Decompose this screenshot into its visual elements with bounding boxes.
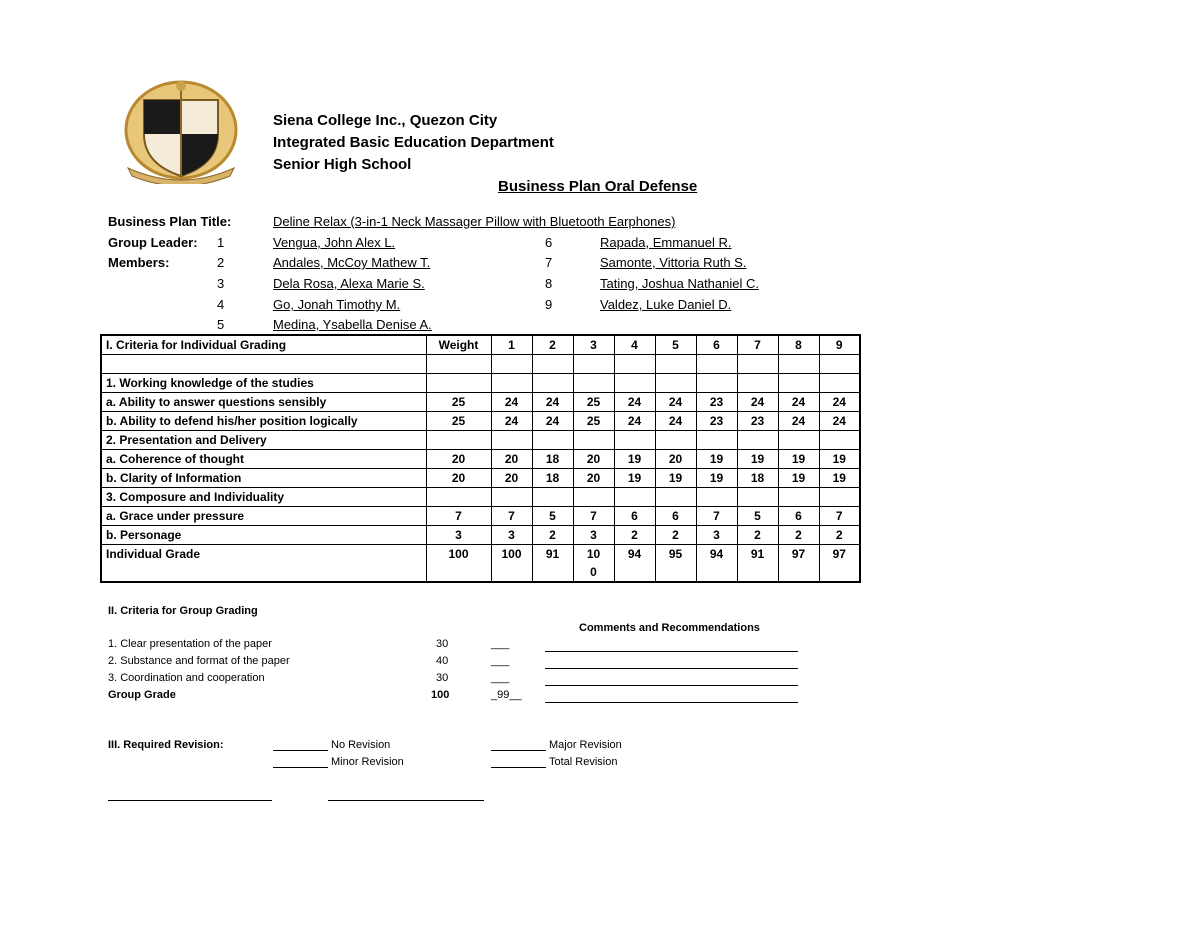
member-number: 3 bbox=[217, 276, 225, 291]
individual-grading-table bbox=[100, 334, 861, 583]
score-cell: 6 bbox=[778, 507, 819, 526]
header-cell: 3 bbox=[573, 335, 614, 355]
score-cell: 25 bbox=[573, 412, 614, 431]
department-name: Integrated Basic Education Department bbox=[273, 134, 554, 151]
score-cell: 5 bbox=[532, 507, 573, 526]
score-cell bbox=[491, 374, 532, 393]
comment-line bbox=[545, 651, 798, 652]
group-criterion-weight: 30 bbox=[436, 672, 449, 684]
score-cell: 24 bbox=[614, 393, 655, 412]
required-revision-title: III. Required Revision: bbox=[108, 739, 224, 751]
member-number: 9 bbox=[545, 297, 553, 312]
group-criterion-score: ___ bbox=[491, 672, 510, 684]
comment-line bbox=[545, 685, 798, 686]
header-cell: 9 bbox=[819, 335, 860, 355]
header-cell: 6 bbox=[696, 335, 737, 355]
score-cell bbox=[573, 488, 614, 507]
header-cell: 4 bbox=[614, 335, 655, 355]
header-cell-criteria: I. Criteria for Individual Grading bbox=[101, 335, 426, 355]
score-cell: 2 bbox=[614, 526, 655, 545]
criteria-cell: b. Clarity of Information bbox=[101, 469, 426, 488]
school-name: Siena College Inc., Quezon City bbox=[273, 112, 498, 129]
score-cell bbox=[737, 374, 778, 393]
checkbox-line[interactable] bbox=[491, 750, 546, 751]
score-cell bbox=[614, 374, 655, 393]
score-cell: 2 bbox=[737, 526, 778, 545]
revision-option-total: Total Revision bbox=[549, 756, 618, 768]
group-criterion-weight: 40 bbox=[436, 655, 449, 667]
document-title: Business Plan Oral Defense bbox=[498, 178, 698, 195]
table-row bbox=[101, 488, 860, 507]
score-cell bbox=[532, 488, 573, 507]
score-cell bbox=[532, 431, 573, 450]
group-criterion-label: 1. Clear presentation of the paper bbox=[108, 638, 272, 650]
score-cell: 97 bbox=[819, 545, 860, 583]
score-cell: 91 bbox=[532, 545, 573, 583]
score-cell bbox=[778, 374, 819, 393]
score-cell: 19 bbox=[614, 469, 655, 488]
score-cell bbox=[614, 431, 655, 450]
score-cell: 18 bbox=[532, 450, 573, 469]
checkbox-line[interactable] bbox=[491, 767, 546, 768]
score-cell: 20 bbox=[426, 469, 491, 488]
table-header-row bbox=[101, 335, 860, 355]
revision-option-minor: Minor Revision bbox=[331, 756, 404, 768]
header-cell: 8 bbox=[778, 335, 819, 355]
member-name: Medina, Ysabella Denise A. bbox=[273, 317, 432, 332]
score-cell: 19 bbox=[696, 450, 737, 469]
business-plan-title-value: Deline Relax (3-in-1 Neck Massager Pillow with Bluetooth Earphones) bbox=[273, 214, 676, 229]
school-seal-logo bbox=[120, 72, 242, 184]
score-cell: 94 bbox=[696, 545, 737, 583]
school-level: Senior High School bbox=[273, 156, 412, 173]
group-grade-weight: 100 bbox=[431, 689, 450, 701]
score-cell: 7 bbox=[696, 507, 737, 526]
member-name: Rapada, Emmanuel R. bbox=[600, 235, 732, 250]
score-cell: 3 bbox=[426, 526, 491, 545]
score-cell bbox=[426, 431, 491, 450]
group-criterion-label: 2. Substance and format of the paper bbox=[108, 655, 290, 667]
score-cell: 25 bbox=[426, 412, 491, 431]
score-cell: 19 bbox=[696, 469, 737, 488]
signature-line[interactable] bbox=[328, 800, 484, 801]
score-cell bbox=[426, 488, 491, 507]
member-number: 5 bbox=[217, 317, 225, 332]
score-cell bbox=[532, 355, 573, 374]
score-cell bbox=[778, 355, 819, 374]
criteria-cell: Individual Grade bbox=[101, 545, 426, 583]
score-cell bbox=[819, 355, 860, 374]
score-cell bbox=[491, 355, 532, 374]
score-cell: 23 bbox=[737, 412, 778, 431]
score-cell: 95 bbox=[655, 545, 696, 583]
score-cell: 10 0 bbox=[573, 545, 614, 583]
revision-option-no: No Revision bbox=[331, 739, 391, 751]
signature-line[interactable] bbox=[108, 800, 272, 801]
score-cell bbox=[696, 374, 737, 393]
score-cell: 91 bbox=[737, 545, 778, 583]
score-cell bbox=[426, 355, 491, 374]
member-name: Go, Jonah Timothy M. bbox=[273, 297, 401, 312]
score-cell bbox=[819, 431, 860, 450]
header-cell: 1 bbox=[491, 335, 532, 355]
score-cell: 94 bbox=[614, 545, 655, 583]
score-cell: 23 bbox=[696, 412, 737, 431]
criteria-cell: a. Ability to answer questions sensibly bbox=[101, 393, 426, 412]
score-cell: 20 bbox=[655, 450, 696, 469]
criteria-cell: 3. Composure and Individuality bbox=[101, 488, 426, 507]
score-cell: 19 bbox=[737, 450, 778, 469]
business-plan-title-label: Business Plan Title: bbox=[108, 214, 232, 229]
group-grade-score: _99__ bbox=[491, 689, 522, 701]
criteria-cell: a. Grace under pressure bbox=[101, 507, 426, 526]
group-grading-title: II. Criteria for Group Grading bbox=[108, 605, 258, 617]
member-name: Dela Rosa, Alexa Marie S. bbox=[273, 276, 425, 291]
member-number: 8 bbox=[545, 276, 553, 291]
members-label: Members: bbox=[108, 255, 170, 270]
member-number: 6 bbox=[545, 235, 553, 250]
score-cell: 6 bbox=[614, 507, 655, 526]
score-cell: 24 bbox=[491, 412, 532, 431]
score-cell: 24 bbox=[532, 412, 573, 431]
score-cell bbox=[532, 374, 573, 393]
criteria-cell bbox=[101, 355, 426, 374]
score-cell: 25 bbox=[426, 393, 491, 412]
score-cell bbox=[614, 488, 655, 507]
score-cell bbox=[778, 488, 819, 507]
score-cell bbox=[655, 374, 696, 393]
score-cell: 24 bbox=[819, 412, 860, 431]
checkbox-line[interactable] bbox=[273, 767, 328, 768]
header-cell: 5 bbox=[655, 335, 696, 355]
table-row bbox=[101, 431, 860, 450]
score-cell: 19 bbox=[655, 469, 696, 488]
criteria-cell: b. Ability to defend his/her position logically bbox=[101, 412, 426, 431]
score-cell: 97 bbox=[778, 545, 819, 583]
score-cell: 20 bbox=[573, 450, 614, 469]
score-cell bbox=[573, 355, 614, 374]
score-cell: 20 bbox=[491, 450, 532, 469]
group-criterion-score: ___ bbox=[491, 655, 510, 667]
member-name: Tating, Joshua Nathaniel C. bbox=[600, 276, 759, 291]
table-row bbox=[101, 450, 860, 469]
score-cell: 20 bbox=[426, 450, 491, 469]
table-row bbox=[101, 469, 860, 488]
header-cell: Weight bbox=[426, 335, 491, 355]
score-cell: 18 bbox=[532, 469, 573, 488]
score-cell: 23 bbox=[696, 393, 737, 412]
member-number: 2 bbox=[217, 255, 225, 270]
score-cell: 3 bbox=[696, 526, 737, 545]
score-cell: 20 bbox=[573, 469, 614, 488]
score-cell: 2 bbox=[655, 526, 696, 545]
score-cell: 2 bbox=[778, 526, 819, 545]
group-criterion-score: ___ bbox=[491, 638, 510, 650]
member-name: Valdez, Luke Daniel D. bbox=[600, 297, 732, 312]
score-cell bbox=[778, 431, 819, 450]
criteria-cell: a. Coherence of thought bbox=[101, 450, 426, 469]
score-cell bbox=[819, 374, 860, 393]
checkbox-line[interactable] bbox=[273, 750, 328, 751]
score-cell bbox=[819, 488, 860, 507]
header-cell: 7 bbox=[737, 335, 778, 355]
score-cell: 7 bbox=[491, 507, 532, 526]
score-cell: 24 bbox=[819, 393, 860, 412]
member-name: Andales, McCoy Mathew T. bbox=[273, 255, 431, 270]
score-cell: 19 bbox=[819, 469, 860, 488]
score-cell: 6 bbox=[655, 507, 696, 526]
revision-option-major: Major Revision bbox=[549, 739, 622, 751]
score-cell: 7 bbox=[819, 507, 860, 526]
score-cell: 24 bbox=[778, 393, 819, 412]
comment-line bbox=[545, 702, 798, 703]
table-row bbox=[101, 374, 860, 393]
table-row bbox=[101, 355, 860, 374]
score-cell: 19 bbox=[778, 450, 819, 469]
group-criterion-weight: 30 bbox=[436, 638, 449, 650]
score-cell: 2 bbox=[819, 526, 860, 545]
score-cell bbox=[573, 374, 614, 393]
table-row bbox=[101, 545, 860, 583]
score-cell: 24 bbox=[778, 412, 819, 431]
score-cell bbox=[491, 488, 532, 507]
criteria-cell: 1. Working knowledge of the studies bbox=[101, 374, 426, 393]
score-cell: 7 bbox=[573, 507, 614, 526]
score-cell: 24 bbox=[614, 412, 655, 431]
score-cell bbox=[696, 488, 737, 507]
comment-line bbox=[545, 668, 798, 669]
member-number: 1 bbox=[217, 235, 225, 250]
score-cell: 2 bbox=[532, 526, 573, 545]
table-row bbox=[101, 393, 860, 412]
score-cell: 20 bbox=[491, 469, 532, 488]
group-criterion-label: 3. Coordination and cooperation bbox=[108, 672, 265, 684]
score-cell: 24 bbox=[655, 412, 696, 431]
score-cell: 19 bbox=[819, 450, 860, 469]
score-cell bbox=[696, 355, 737, 374]
score-cell: 100 bbox=[491, 545, 532, 583]
score-cell: 19 bbox=[778, 469, 819, 488]
score-cell: 18 bbox=[737, 469, 778, 488]
header-cell: 2 bbox=[532, 335, 573, 355]
score-cell bbox=[491, 431, 532, 450]
score-cell bbox=[655, 488, 696, 507]
criteria-cell: 2. Presentation and Delivery bbox=[101, 431, 426, 450]
score-cell: 24 bbox=[737, 393, 778, 412]
table-row bbox=[101, 507, 860, 526]
score-cell: 7 bbox=[426, 507, 491, 526]
member-name: Vengua, John Alex L. bbox=[273, 235, 396, 250]
score-cell bbox=[737, 431, 778, 450]
score-cell bbox=[573, 431, 614, 450]
score-cell bbox=[655, 431, 696, 450]
member-name: Samonte, Vittoria Ruth S. bbox=[600, 255, 747, 270]
score-cell: 19 bbox=[614, 450, 655, 469]
score-cell: 3 bbox=[573, 526, 614, 545]
score-cell bbox=[655, 355, 696, 374]
table-row bbox=[101, 526, 860, 545]
score-cell bbox=[614, 355, 655, 374]
score-cell bbox=[696, 431, 737, 450]
score-cell bbox=[737, 488, 778, 507]
comments-label: Comments and Recommendations bbox=[579, 622, 760, 634]
score-cell: 24 bbox=[532, 393, 573, 412]
member-number: 7 bbox=[545, 255, 553, 270]
criteria-cell: b. Personage bbox=[101, 526, 426, 545]
score-cell: 5 bbox=[737, 507, 778, 526]
score-cell bbox=[426, 374, 491, 393]
score-cell bbox=[737, 355, 778, 374]
score-cell: 25 bbox=[573, 393, 614, 412]
member-number: 4 bbox=[217, 297, 225, 312]
group-leader-label: Group Leader: bbox=[108, 235, 198, 250]
score-cell: 24 bbox=[491, 393, 532, 412]
table-row bbox=[101, 412, 860, 431]
score-cell: 3 bbox=[491, 526, 532, 545]
score-cell: 100 bbox=[426, 545, 491, 583]
score-cell: 24 bbox=[655, 393, 696, 412]
group-grade-label: Group Grade bbox=[108, 689, 176, 701]
